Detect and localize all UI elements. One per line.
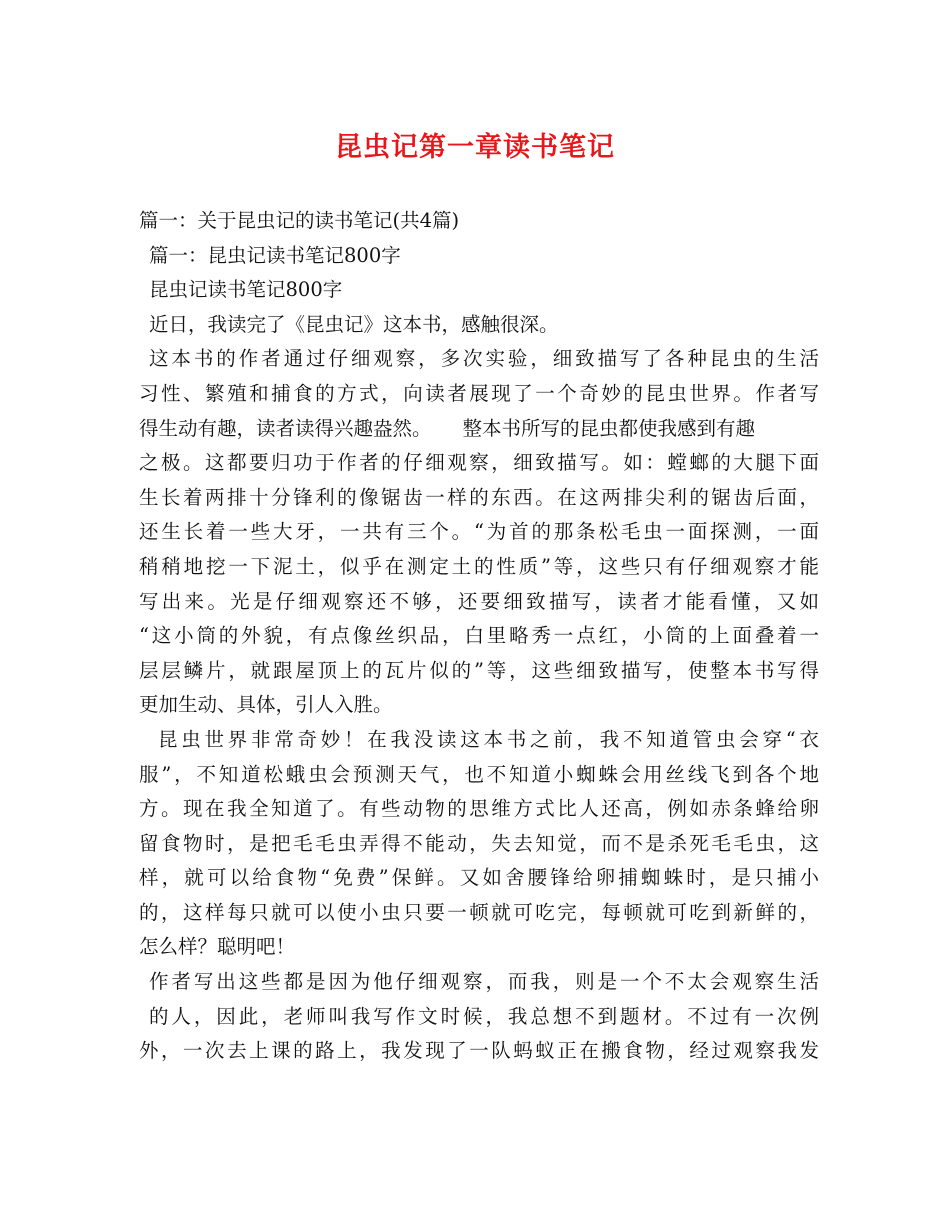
text-line: 稍稍地挖一下泥土，似乎在测定土的性质”等，这些只有仔细观察才能 (139, 554, 819, 578)
text-line: 习性、繁殖和捕食的方式，向读者展现了一个奇妙的昆虫世界。作者写 (139, 381, 819, 405)
text-line: 服”，不知道松蛾虫会预测天气，也不知道小蜘蛛会用丝线飞到各个地 (139, 762, 819, 786)
text-line: “这小筒的外貌，有点像丝织品，白里略秀一点红，小筒的上面叠着一 (139, 624, 819, 648)
text-line: 更加生动、具体，引人入胜。 (139, 693, 393, 717)
text-line: 的，这样每只就可以使小虫只要一顿就可吃完，每顿就可吃到新鲜的， (139, 900, 819, 924)
text-line: 昆虫世界非常奇妙！在我没读这本书之前，我不知道管虫会穿“衣 (158, 727, 819, 751)
text-line: 篇一：关于昆虫记的读书笔记(共4篇) (139, 209, 460, 232)
text-line: 外，一次去上课的路上，我发现了一队蚂蚁正在搬食物，经过观察我发 (139, 1039, 819, 1063)
text-line: 怎么样？聪明吧！ (139, 935, 296, 959)
text-line: 生长着两排十分锋利的像锯齿一样的东西。在这两排尖利的锯齿后面， (139, 485, 819, 509)
text-line: 留食物时，是把毛毛虫弄得不能动，失去知觉，而不是杀死毛毛虫，这 (139, 831, 819, 855)
text-line: 昆虫记读书笔记800字 (149, 278, 343, 302)
text-line: 篇一：昆虫记读书笔记800字 (149, 243, 401, 267)
text-line: 方。现在我全知道了。有些动物的思维方式比人还高，例如赤条蜂给卵 (139, 797, 819, 821)
text-line: 还生长着一些大牙，一共有三个。“为首的那条松毛虫一面探测，一面 (139, 520, 819, 544)
text-line: 的人，因此，老师叫我写作文时候，我总想不到题材。不过有一次例 (149, 1004, 819, 1028)
text-line: 作者写出这些都是因为他仔细观察，而我，则是一个不太会观察生活 (149, 970, 819, 994)
text-line: 写出来。光是仔细观察还不够，还要细致描写，读者才能看懂，又如 (139, 589, 819, 613)
text-line: 得生动有趣，读者读得兴趣盎然。 整本书所写的昆虫都使我感到有趣 (139, 416, 755, 440)
text-line: 近日，我读完了《昆虫记》这本书，感触很深。 (149, 312, 559, 336)
text-line: 样，就可以给食物“免费”保鲜。又如舍腰锋给卵捕蜘蛛时，是只捕小 (139, 866, 819, 890)
text-line: 之极。这都要归功于作者的仔细观察，细致描写。如：螳螂的大腿下面 (139, 451, 819, 475)
text-line: 层层鳞片，就跟屋顶上的瓦片似的”等，这些细致描写，使整本书写得 (139, 658, 819, 682)
document-title: 昆虫记第一章读书笔记 (335, 132, 615, 163)
text-line: 这本书的作者通过仔细观察，多次实验，细致描写了各种昆虫的生活 (149, 347, 819, 371)
document-body (139, 204, 819, 1069)
